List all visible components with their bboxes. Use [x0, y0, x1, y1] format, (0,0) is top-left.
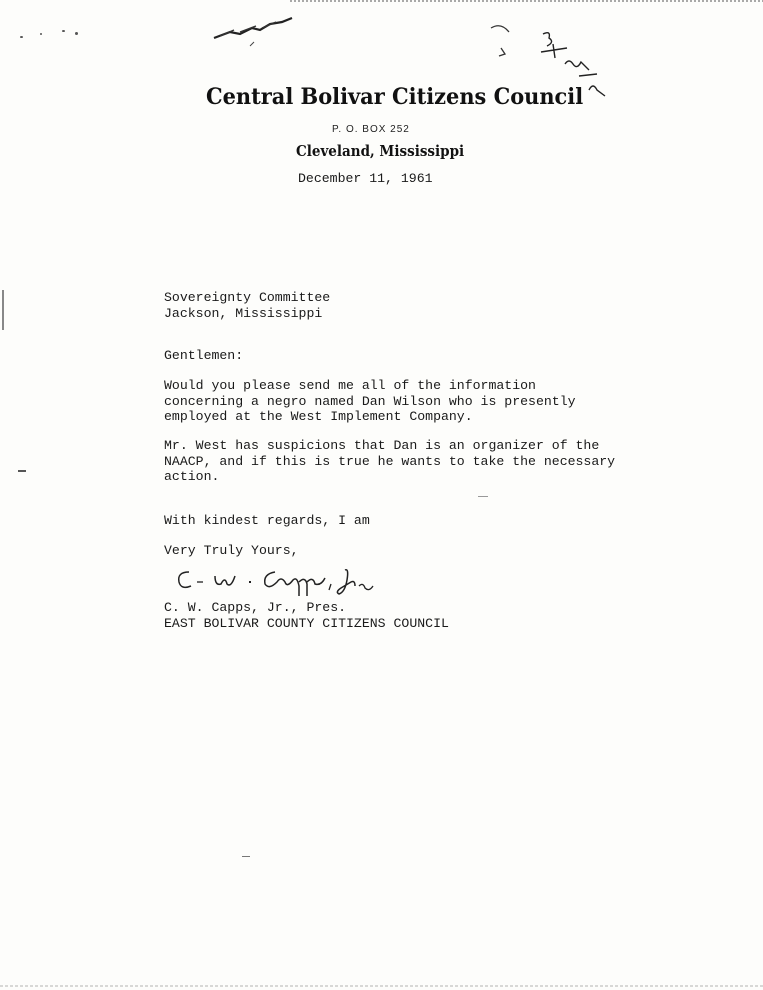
strikeout-scribble [210, 8, 300, 48]
scan-edge-bottom [0, 984, 763, 988]
body-paragraph-2 [164, 438, 615, 485]
body-line: employed at the West Implement Company. [164, 409, 473, 424]
letterhead-city: Cleveland, Mississippi [296, 142, 465, 160]
recipient-line: Sovereignty Committee [164, 290, 331, 305]
scan-speck [242, 856, 250, 857]
scan-speck [40, 33, 42, 35]
letter-date: December 11, 1961 [298, 171, 433, 186]
scan-speck [75, 32, 78, 35]
signer-organization: EAST BOLIVAR COUNTY CITIZENS COUNCIL [164, 615, 449, 631]
salutation: Gentlemen: [164, 348, 244, 363]
scan-edge-dots [290, 0, 763, 4]
scan-speck [20, 36, 23, 38]
body-line: Mr. West has suspicions that Dan is an organizer of the [164, 438, 600, 453]
signer-name: C. W. Capps, Jr., Pres. [164, 600, 347, 615]
handwritten-signature [175, 558, 415, 602]
body-line: action. [164, 469, 220, 484]
scan-speck [18, 470, 26, 472]
body-line: NAACP, and if this is true he wants to take the necessary [164, 453, 616, 469]
closing-valediction: Very Truly Yours, [164, 543, 299, 558]
letterhead-organization: Central Bolivar Citizens Council [206, 84, 584, 110]
recipient-line: Jackson, Mississippi [164, 305, 323, 321]
body-paragraph-1 [164, 378, 576, 425]
body-line: Would you please send me all of the information [164, 378, 536, 393]
closing-line: With kindest regards, I am [164, 513, 370, 528]
recipient-address [164, 290, 330, 321]
signature-block [164, 600, 449, 631]
scan-speck [478, 496, 488, 497]
scan-speck [62, 30, 65, 32]
body-line: concerning a negro named Dan Wilson who is presently [164, 393, 576, 409]
scan-edge-mark [2, 290, 4, 330]
letterhead-po-box: P. O. BOX 252 [332, 124, 410, 135]
